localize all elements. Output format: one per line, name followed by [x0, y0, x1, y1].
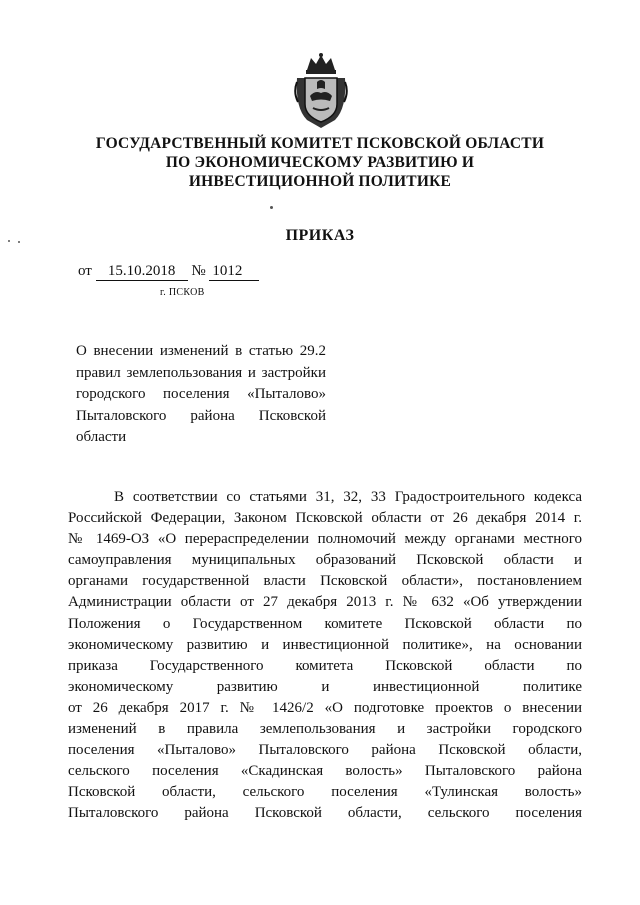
org-line: ИНВЕСТИЦИОННОЙ ПОЛИТИКЕ	[188, 173, 452, 190]
body-line: приказа Государственного комитета Псковской области по	[68, 657, 582, 674]
issuing-authority	[60, 134, 580, 191]
body-line: Псковской области, сельского поселения «Тулинская волость»	[68, 784, 582, 801]
place-of-issue: г. ПСКОВ	[160, 287, 205, 298]
coat-of-arms-icon	[293, 52, 349, 130]
order-dateline	[78, 263, 259, 281]
body-line: поселения «Пыталово» Пыталовского района Псковской области,	[68, 742, 582, 759]
body-line: Администрации области от 27 декабря 2013 г. № 632 «Об утверждении	[68, 594, 582, 611]
org-line: ПО ЭКОНОМИЧЕСКОМУ РАЗВИТИЮ И	[165, 154, 475, 171]
body-line: самоуправления муниципальных образований Псковской области и	[68, 552, 582, 569]
body-line: сельского поселения «Скадинская волость» Пыталовского района	[68, 763, 582, 780]
body-line: экономическому развитию и инвестиционной политике», на основании	[68, 636, 582, 653]
body-line: экономическому развитию и инвестиционной политике	[68, 678, 582, 695]
body-line: В соответствии со статьями 31, 32, 33 Градостроительного кодекса	[114, 489, 582, 505]
document-type: ПРИКАЗ	[285, 227, 355, 244]
body-line: от 26 декабря 2017 г. № 1426/2 «О подготовке проектов о внесении	[68, 699, 582, 716]
body-line: изменений в правила землепользования и застройки городского	[68, 721, 582, 738]
body-line: Пыталовского района Псковской области, сельского поселения	[68, 805, 582, 822]
org-line: ГОСУДАРСТВЕННЫЙ КОМИТЕТ ПСКОВСКОЙ ОБЛАСТИ	[95, 135, 545, 152]
scan-speck	[270, 206, 273, 209]
body-line: органами государственной власти Псковской области», постановлением	[68, 573, 582, 590]
order-subject: О внесении изменений в статью 29.2 правил землепользования и застройки городского поселения «Пыталово» Пыталовского района Псковской области	[76, 343, 326, 445]
scan-speck	[8, 240, 10, 242]
order-body	[68, 487, 582, 825]
order-date: 15.10.2018	[96, 263, 188, 281]
scan-speck	[18, 241, 20, 243]
order-number: 1012	[209, 263, 259, 281]
body-line: № 1469-ОЗ «О перераспределении полномочий между органами местного	[68, 531, 582, 548]
body-line: Российской Федерации, Законом Псковской области от 26 декабря 2014 г.	[68, 510, 582, 527]
body-line: Положения о Государственном комитете Псковской области по	[68, 615, 582, 632]
date-prefix: от	[78, 263, 92, 279]
number-sign: №	[191, 263, 206, 279]
